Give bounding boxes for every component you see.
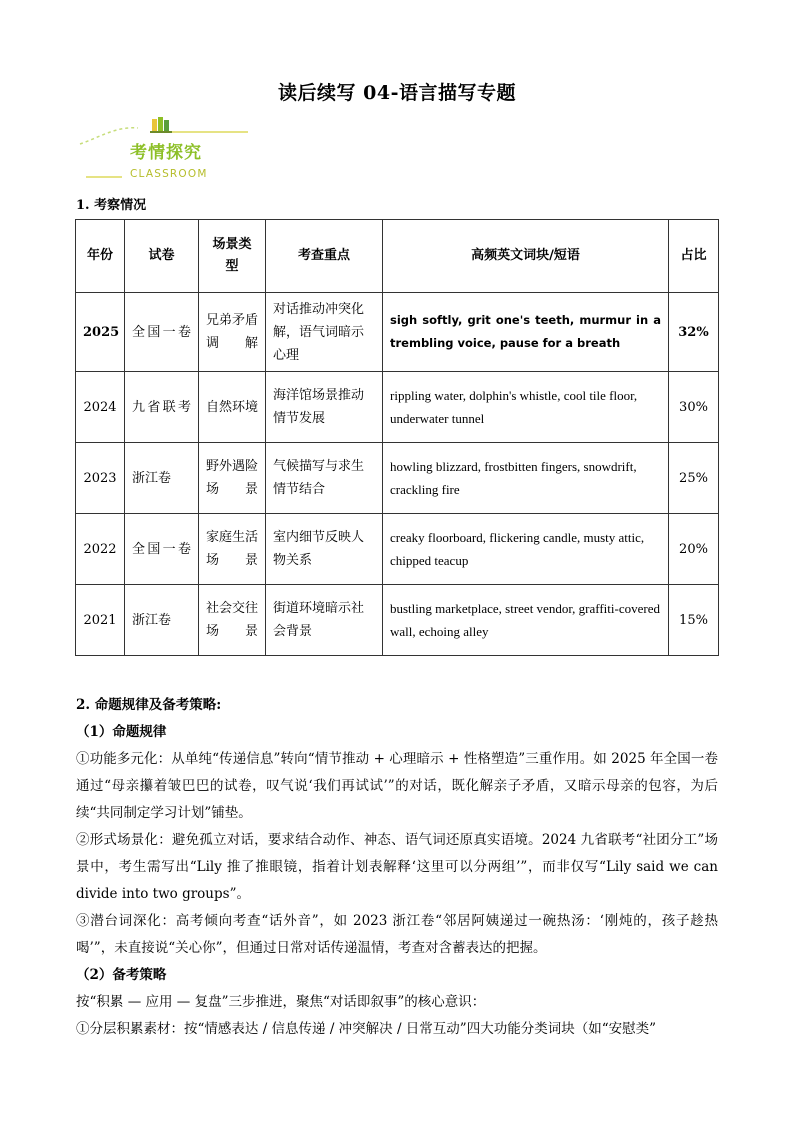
header-phrases: 高频英文词块/短语 <box>383 220 669 293</box>
cell-phrases: bustling marketplace, street vendor, graffiti-covered wall, echoing alley <box>383 585 669 656</box>
table-row <box>76 372 719 443</box>
cell-scene: 野外遇险场景 <box>199 443 266 514</box>
cell-pct: 15% <box>669 585 719 656</box>
cell-paper: 全国一卷 <box>125 293 199 372</box>
cell-year: 2023 <box>76 443 125 514</box>
cell-phrases: rippling water, dolphin's whistle, cool tile floor, underwater tunnel <box>383 372 669 443</box>
cell-phrases: howling blizzard, frostbitten fingers, snowdrift, crackling fire <box>383 443 669 514</box>
subheading-strategy: （2）备考策略 <box>76 967 167 983</box>
cell-year: 2022 <box>76 514 125 585</box>
section-2 <box>76 692 718 1043</box>
page-title: 读后续写 04-语言描写专题 <box>278 82 516 104</box>
cell-scene: 兄弟矛盾调解 <box>199 293 266 372</box>
table-row <box>76 443 719 514</box>
rule-paragraph-3: ③潜台词深化：高考倾向考查“话外音”，如 2023 浙江卷“邻居阿姨递过一碗热汤：‘刚炖的，孩子趁热喝’”，未直接说“关心你”，但通过日常对话传递温情，考查对含蓄表达的把握。 <box>76 913 718 956</box>
table-header-row <box>76 220 719 293</box>
section-heading-2: 2. 命题规律及备考策略: <box>76 697 222 713</box>
cell-focus: 海洋馆场景推动情节发展 <box>266 372 383 443</box>
strategy-paragraph-1: 按“积累 — 应用 — 复盘”三步推进，聚焦“对话即叙事”的核心意识： <box>76 994 486 1010</box>
header-scene: 场景类型 <box>199 220 266 293</box>
cell-year: 2024 <box>76 372 125 443</box>
cell-pct: 32% <box>669 293 719 372</box>
header-paper: 试卷 <box>125 220 199 293</box>
books-icon <box>150 117 172 133</box>
header-year: 年份 <box>76 220 125 293</box>
cell-paper: 九省联考 <box>125 372 199 443</box>
cell-focus: 室内细节反映人物关系 <box>266 514 383 585</box>
rule-paragraph-2: ②形式场景化：避免孤立对话，要求结合动作、神态、语气词还原真实语境。2024 九省联考“社团分工”场景中，考生需写出“Lily 推了推眼镜，指着计划表解释‘这里可以分两组’”，而非仅写“Lily said we can divide into two groups”。 <box>76 832 718 902</box>
badge-title: 考情探究 <box>130 143 202 163</box>
cell-year: 2021 <box>76 585 125 656</box>
section-badge <box>78 116 253 186</box>
cell-year: 2025 <box>76 293 125 372</box>
cell-phrases: creaky floorboard, flickering candle, musty attic, chipped teacup <box>383 514 669 585</box>
header-focus: 考查重点 <box>266 220 383 293</box>
cell-pct: 30% <box>669 372 719 443</box>
cell-scene: 社会交往场景 <box>199 585 266 656</box>
table-row <box>76 585 719 656</box>
table-row <box>76 514 719 585</box>
cell-paper: 全国一卷 <box>125 514 199 585</box>
strategy-paragraph-2: ①分层积累素材：按“情感表达 / 信息传递 / 冲突解决 / 日常互动”四大功能分类词块（如“安慰类” <box>76 1021 656 1037</box>
cell-pct: 20% <box>669 514 719 585</box>
section-heading-1: 1. 考察情况 <box>76 198 147 213</box>
cell-focus: 气候描写与求生情节结合 <box>266 443 383 514</box>
table-row <box>76 293 719 372</box>
cell-scene: 家庭生活场景 <box>199 514 266 585</box>
subheading-rules: （1）命题规律 <box>76 724 167 740</box>
cell-paper: 浙江卷 <box>125 585 199 656</box>
cell-phrases: sigh softly, grit one's teeth, murmur in a trembling voice, pause for a breath <box>383 293 669 372</box>
cell-focus: 街道环境暗示社会背景 <box>266 585 383 656</box>
rule-paragraph-1: ①功能多元化：从单纯“传递信息”转向“情节推动 + 心理暗示 + 性格塑造”三重作用。如 2025 年全国一卷通过“母亲攥着皱巴巴的试卷，叹气说‘我们再试试’”的对话，既化解亲子矛盾，又暗示母亲的包容，为后续“共同制定学习计划”铺垫。 <box>76 751 718 821</box>
exam-table <box>75 219 719 656</box>
header-pct: 占比 <box>669 220 719 293</box>
cell-pct: 25% <box>669 443 719 514</box>
badge-subtitle: CLASSROOM <box>130 168 208 180</box>
cell-scene: 自然环境 <box>199 372 266 443</box>
cell-focus: 对话推动冲突化解，语气词暗示心理 <box>266 293 383 372</box>
cell-paper: 浙江卷 <box>125 443 199 514</box>
